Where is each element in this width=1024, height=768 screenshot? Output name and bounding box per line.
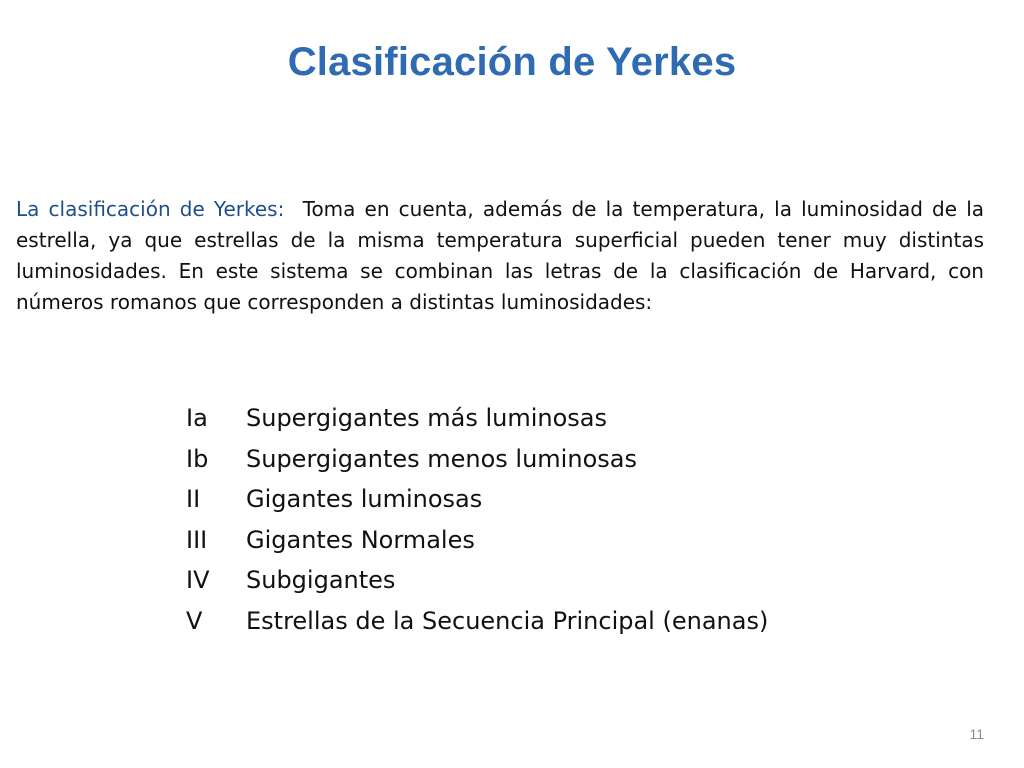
luminosity-class-item bbox=[186, 398, 768, 439]
class-description: Supergigantes más luminosas bbox=[246, 404, 608, 432]
class-description: Estrellas de la Secuencia Principal (enanas) bbox=[246, 606, 769, 635]
intro-paragraph bbox=[16, 194, 984, 318]
class-code: V bbox=[186, 606, 203, 635]
class-description: Gigantes Normales bbox=[246, 525, 475, 554]
class-description: Supergigantes menos luminosas bbox=[246, 444, 637, 473]
class-description: Subgigantes bbox=[246, 566, 396, 594]
slide-title: Clasificación de Yerkes bbox=[287, 40, 737, 84]
luminosity-class-item bbox=[186, 601, 768, 642]
luminosity-class-item bbox=[186, 520, 768, 561]
class-code: II bbox=[186, 485, 201, 513]
class-code: Ia bbox=[186, 404, 208, 432]
luminosity-class-list bbox=[186, 398, 768, 641]
luminosity-class-item bbox=[186, 439, 768, 480]
intro-lead: La clasificación de Yerkes: bbox=[16, 197, 285, 221]
intro-text: Toma en cuenta, además de la temperatura, la luminosidad de la estrella, ya que estrellas de la misma temperatura superficial pueden tener muy distintas luminosidades. En este sistema se combinan las letras de la clasificación de Harvard, con números romanos que corresponden a distintas luminosidades: bbox=[16, 197, 985, 314]
page-number: 11 bbox=[969, 726, 984, 742]
luminosity-class-item bbox=[186, 560, 768, 601]
class-description: Gigantes luminosas bbox=[246, 485, 483, 513]
luminosity-class-item bbox=[186, 479, 768, 520]
class-code: III bbox=[186, 525, 208, 554]
class-code: Ib bbox=[186, 444, 209, 473]
class-code: IV bbox=[186, 566, 210, 594]
